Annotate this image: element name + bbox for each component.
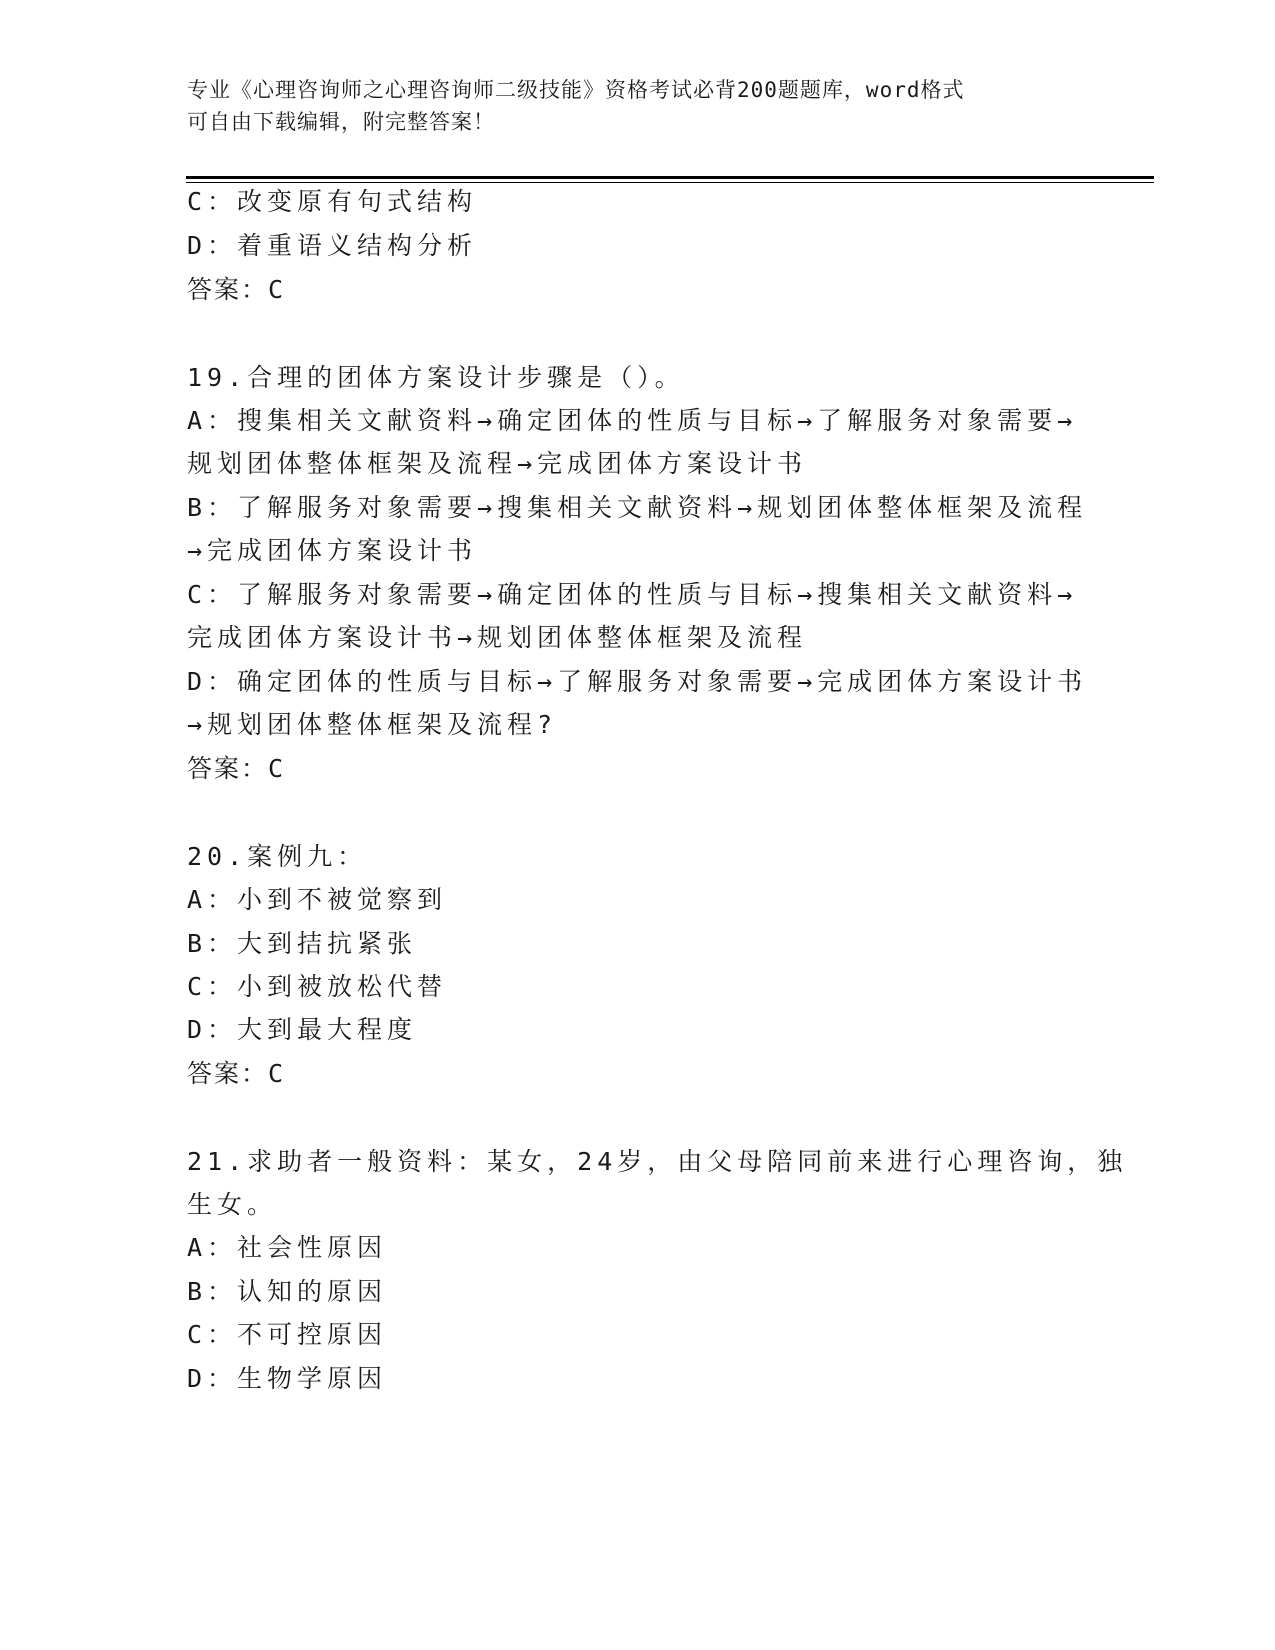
q19-option-c-cont: 完成团体方案设计书→规划团体整体框架及流程 [187,623,808,652]
q20-option-a: A：小到不被觉察到 [187,885,448,914]
q19-option-a: A：搜集相关文献资料→确定团体的性质与目标→了解服务对象需要→ [187,406,1078,435]
q21-option-d: D：生物学原因 [187,1364,388,1393]
document-header [187,74,1087,138]
q19-option-c: C：了解服务对象需要→确定团体的性质与目标→搜集相关文献资料→ [187,580,1078,609]
q19-option-d-cont: →规划团体整体框架及流程? [187,710,558,739]
answer: 答案：C [187,275,286,304]
q19-option-b: B：了解服务对象需要→搜集相关文献资料→规划团体整体框架及流程 [187,493,1088,522]
header-line-1: 专业《心理咨询师之心理咨询师二级技能》资格考试必背200题题库，word格式 [187,78,965,102]
option-c: C：改变原有句式结构 [187,187,478,216]
question-19: 19.合理的团体方案设计步骤是（）。 [187,363,685,392]
question-20: 20.案例九： [187,842,368,871]
q20-option-c: C：小到被放松代替 [187,972,448,1001]
header-rule-thin [186,182,1154,183]
q21-option-c: C：不可控原因 [187,1320,388,1349]
question-21-cont: 生女。 [187,1190,278,1219]
question-21: 21.求助者一般资料：某女，24岁，由父母陪同前来进行心理咨询，独 [187,1147,1128,1176]
header-rule-thick [186,176,1154,179]
option-d: D：着重语义结构分析 [187,231,478,260]
header-line-2: 可自由下载编辑，附完整答案！ [187,110,495,134]
q20-answer: 答案：C [187,1059,286,1088]
q19-answer: 答案：C [187,754,286,783]
q19-option-d: D：确定团体的性质与目标→了解服务对象需要→完成团体方案设计书 [187,667,1088,696]
q20-option-d: D：大到最大程度 [187,1015,418,1044]
q21-option-b: B：认知的原因 [187,1277,388,1306]
q19-option-b-cont: →完成团体方案设计书 [187,536,478,565]
q19-option-a-cont: 规划团体整体框架及流程→完成团体方案设计书 [187,449,808,478]
q21-option-a: A：社会性原因 [187,1233,388,1262]
q20-option-b: B：大到拮抗紧张 [187,929,418,958]
